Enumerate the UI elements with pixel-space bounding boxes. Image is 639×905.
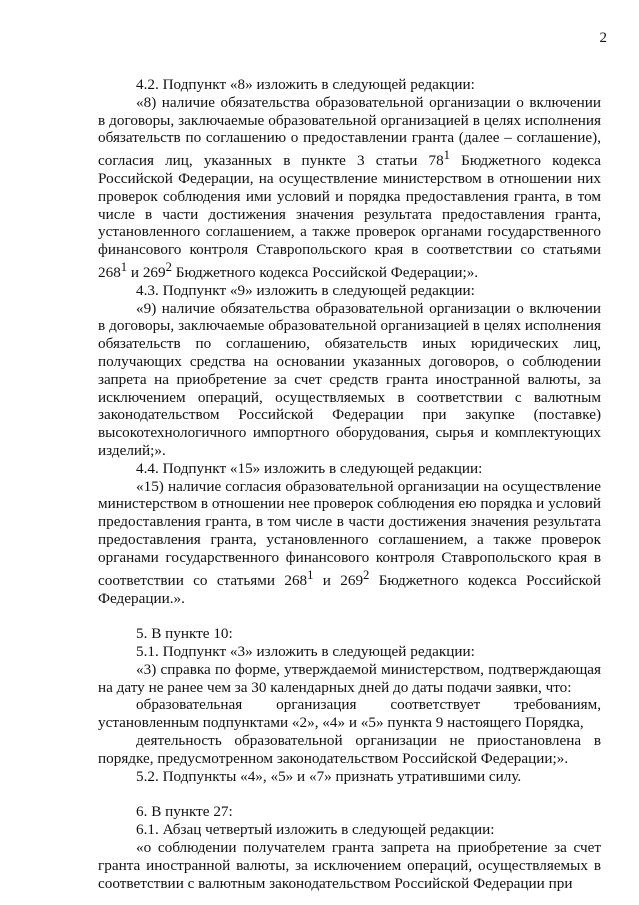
paragraph-activity: деятельность образовательной организации не приостановлена в порядке, предусмотренном законодательством Российской Федерации;». — [98, 732, 601, 767]
paragraph-5: 5. В пункте 10: — [136, 625, 233, 643]
paragraph-6-1: 6.1. Абзац четвертый изложить в следующей редакции: — [136, 821, 495, 839]
paragraph-subitem-8: «8) наличие обязательства образовательной организации о включении в договоры, заключаемые образовательной организацией в целях исполнения обязательств по соглашению о предоставлении гранта (далее – соглашение), согласия лиц, указанных в пункте 3 статьи $78^1$ Бюджетного кодекса Российской Федерации, на осуществление министерством в отношении них проверок соблюдения ими условий и порядка предоставления гранта, в том числе в части достижения значения результата предоставления гранта, установленного соглашением, а также проверок органами государственного финансового контроля Ставропольского края в соответствии со статьями $268^1$ и $269^2$ Бюджетного кодекса Российской Федерации;». — [98, 93, 601, 282]
paragraph-5-2: 5.2. Подпункты «4», «5» и «7» признать утратившими силу. — [136, 767, 522, 785]
paragraph-subitem-9: «9) наличие обязательства образовательной организации о включении в договоры, заключаемые образовательной организацией в целях исполнения обязательств по соглашению, обязательств иных юридических лиц, получающих средства на основании указанных договоров, о соблюдении запрета на приобретение за счет средств гранта иностранной валюты, за исключением операций, осуществляемых в соответствии с валютным законодательством Российской Федерации при закупке (поставке) высокотехнологичного импортного оборудования, сырья и комплектующих изделий;». — [98, 299, 601, 460]
paragraph-requirements: образовательная организация соответствует требованиям, установленным подпунктами «2», «4» и «5» пункта 9 настоящего Порядка, — [98, 696, 601, 732]
page-number: 2 — [599, 30, 607, 46]
paragraph-6: 6. В пункте 27: — [136, 803, 233, 821]
paragraph-subitem-15: «15) наличие согласия образовательной организации на осуществление министерством в отношении нее проверок соблюдения ею порядка и условий предоставления гранта, в том числе в части достижения значения результата предоставления гранта, установленного соглашением, а также проверок органами государственного финансового контроля Ставропольского края в соответствии со статьями $268^1$ и $269^2$ Бюджетного кодекса Российской Федерации.». — [98, 477, 601, 607]
paragraph-subitem-3: «3) справка по форме, утверждаемой министерством, подтверждающая на дату не ранее чем за 30 календарных дней до даты подачи заявки, что: — [98, 660, 601, 696]
paragraph-4-3: 4.3. Подпункт «9» изложить в следующей редакции: — [136, 281, 475, 299]
spacer — [98, 607, 601, 625]
paragraph-4-2: 4.2. Подпункт «8» изложить в следующей редакции: — [136, 76, 475, 93]
paragraph-5-1: 5.1. Подпункт «3» изложить в следующей редакции: — [136, 643, 475, 661]
document-body — [98, 76, 601, 892]
paragraph-4-4: 4.4. Подпункт «15» изложить в следующей редакции: — [136, 459, 483, 477]
spacer — [98, 785, 601, 803]
paragraph-ban: «о соблюдении получателем гранта запрета на приобретение за счет гранта иностранной валюты, за исключением операций, осуществляемых в соответствии с валютным законодательством Российской Федерации при — [98, 839, 601, 892]
